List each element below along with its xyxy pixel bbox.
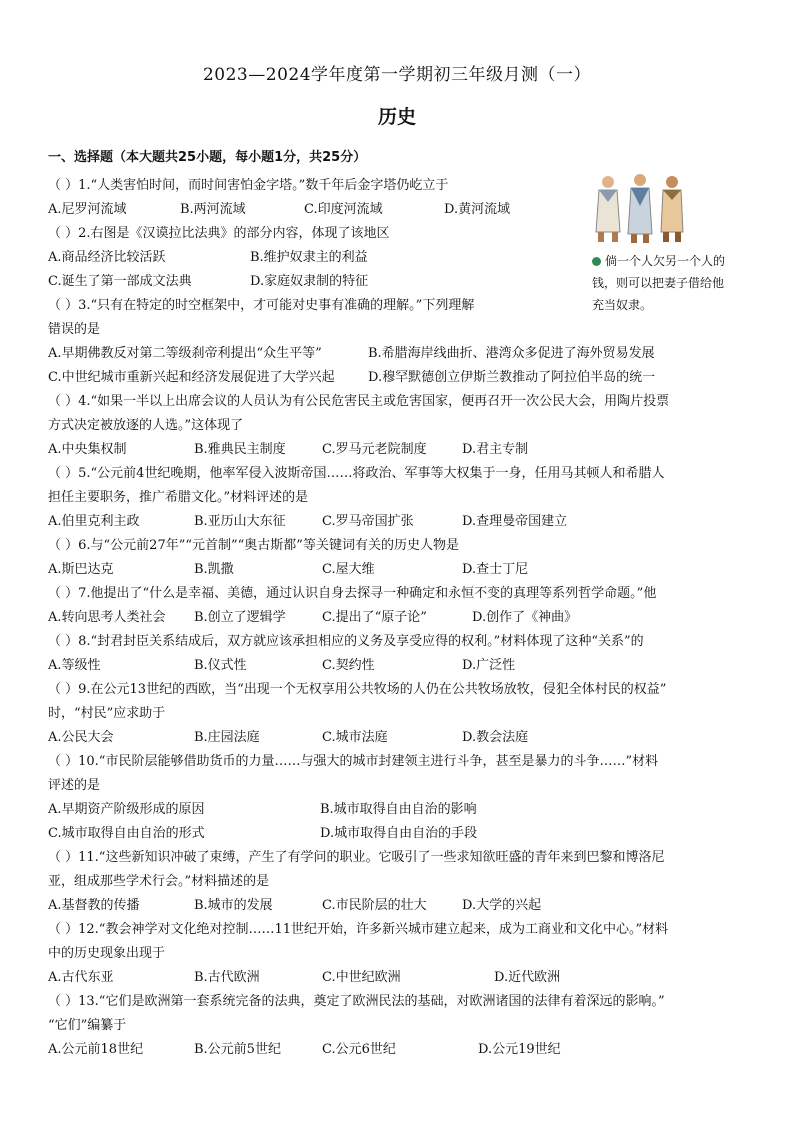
option: A.基督教的传播 bbox=[48, 898, 140, 913]
option: B.公元前5世纪 bbox=[194, 1042, 281, 1057]
question-options bbox=[48, 802, 477, 818]
question-options bbox=[48, 274, 368, 290]
question-options bbox=[48, 970, 560, 986]
question-options bbox=[48, 370, 655, 386]
question-options bbox=[48, 250, 368, 266]
option: B.仪式性 bbox=[194, 658, 247, 673]
question-stem: （ ）8.“封君封臣关系结成后，双方就应该承担相应的义务及享受应得的权利。”材料体现了这种“关系”的 bbox=[48, 634, 644, 649]
option: C.城市取得自由自治的形式 bbox=[48, 826, 205, 841]
question-stem: （ ）3.“只有在特定的时空框架中，才可能对史事有准确的理解。”下列理解 bbox=[48, 298, 475, 313]
option: A.公元前18世纪 bbox=[48, 1042, 144, 1057]
question-options bbox=[48, 202, 510, 218]
question-stem: （ ）12.“教会神学对文化绝对控制……11世纪开始，许多新兴城市建立起来，成为工商业和文化中心。”材料 bbox=[48, 922, 669, 937]
question-options bbox=[48, 514, 567, 530]
question-options bbox=[48, 346, 655, 362]
option: D.广泛性 bbox=[462, 658, 516, 673]
option: D.家庭奴隶制的特征 bbox=[250, 274, 369, 289]
option: D.创作了《神曲》 bbox=[472, 610, 578, 625]
option: C.罗马帝国扩张 bbox=[322, 514, 414, 529]
question-stem: “它们”编纂于 bbox=[48, 1018, 127, 1033]
bullet-icon bbox=[592, 257, 601, 266]
option: B.希腊海岸线曲折、港湾众多促进了海外贸易发展 bbox=[368, 346, 655, 361]
option: A.公民大会 bbox=[48, 730, 114, 745]
option: B.两河流域 bbox=[180, 202, 246, 217]
option: B.创立了逻辑学 bbox=[194, 610, 286, 625]
option: D.大学的兴起 bbox=[462, 898, 542, 913]
section-heading: 一、选择题（本大题共25小题，每小题1分，共25分） bbox=[48, 150, 367, 165]
option: A.转向思考人类社会 bbox=[48, 610, 166, 625]
option: C.中世纪城市重新兴起和经济发展促进了大学兴起 bbox=[48, 370, 335, 385]
question-options bbox=[48, 826, 477, 842]
question-options bbox=[48, 1042, 561, 1058]
option: A.斯巴达克 bbox=[48, 562, 114, 577]
question-stem: 评述的是 bbox=[48, 778, 101, 793]
option: C.市民阶层的壮大 bbox=[322, 898, 427, 913]
question-stem: （ ）7.他提出了“什么是幸福、美德，通过认识自身去探寻一种确定和永恒不变的真理等系列哲学命题。”他 bbox=[48, 586, 657, 601]
option: C.罗马元老院制度 bbox=[322, 442, 427, 457]
option: C.印度河流域 bbox=[304, 202, 383, 217]
question-stem: （ ）9.在公元13世纪的西欧，当“出现一个无权享用公共牧场的人仍在公共牧场放牧，侵犯全体村民的权益” bbox=[48, 682, 667, 697]
option: D.近代欧洲 bbox=[494, 970, 561, 985]
question-stem: 担任主要职务，推广希腊文化。”材料评述的是 bbox=[48, 490, 309, 505]
option: B.庄园法庭 bbox=[194, 730, 260, 745]
question-stem: 中的历史现象出现于 bbox=[48, 946, 166, 961]
question-stem: （ ）5.“公元前4世纪晚期，他率军侵入波斯帝国……将政治、军事等大权集于一身，任用马其顿人和希腊人 bbox=[48, 466, 665, 481]
option: D.查理曼帝国建立 bbox=[462, 514, 568, 529]
question-stem: （ ）6.与“公元前27年”“元首制”“奥古斯都”等关键词有关的历史人物是 bbox=[48, 538, 459, 553]
option: B.维护奴隶主的利益 bbox=[250, 250, 368, 265]
option: A.伯里克利主政 bbox=[48, 514, 140, 529]
option: D.君主专制 bbox=[462, 442, 529, 457]
question-stem: （ ）4.“如果一半以上出席会议的人员认为有公民危害民主或危害国家，便再召开一次公民大会，用陶片投票 bbox=[48, 394, 670, 409]
question-options bbox=[48, 898, 541, 914]
option: A.等级性 bbox=[48, 658, 101, 673]
option: D.公元19世纪 bbox=[478, 1042, 561, 1057]
option: D.教会法庭 bbox=[462, 730, 529, 745]
subject-title: 历史 bbox=[377, 106, 416, 128]
option: B.雅典民主制度 bbox=[194, 442, 286, 457]
option: A.早期佛教反对第二等级刹帝利提出“众生平等” bbox=[48, 346, 322, 361]
figures-illustration bbox=[584, 172, 734, 248]
option: B.凯撒 bbox=[194, 562, 234, 577]
option: C.契约性 bbox=[322, 658, 375, 673]
option: B.城市的发展 bbox=[194, 898, 273, 913]
option: C.屋大维 bbox=[322, 562, 375, 577]
question-stem: 亚，组成那些学术行会。”材料描述的是 bbox=[48, 874, 270, 889]
option: A.尼罗河流域 bbox=[48, 202, 127, 217]
question-stem: （ ）13.“它们是欧洲第一套系统完备的法典，奠定了欧洲民法的基础，对欧洲诸国的法律有着深远的影响。” bbox=[48, 994, 665, 1009]
option: C.提出了“原子论” bbox=[322, 610, 427, 625]
option: C.城市法庭 bbox=[322, 730, 388, 745]
figure-hammurabi bbox=[584, 172, 734, 248]
option: B.古代欧洲 bbox=[194, 970, 260, 985]
option: B.亚历山大东征 bbox=[194, 514, 286, 529]
option: C.公元6世纪 bbox=[322, 1042, 396, 1057]
page-title: 2023—2024学年度第一学期初三年级月测（一） bbox=[202, 65, 592, 85]
question-options bbox=[48, 562, 528, 578]
question-stem: （ ）11.“这些新知识冲破了束缚，产生了有学问的职业。它吸引了一些求知欲旺盛的青年来到巴黎和博洛尼 bbox=[48, 850, 665, 865]
question-stem: （ ）2.右图是《汉谟拉比法典》的部分内容，体现了该地区 bbox=[48, 226, 390, 241]
question-stem: （ ）10.“市民阶层能够借助货币的力量……与强大的城市封建领主进行斗争，甚至是暴力的斗争……”材料 bbox=[48, 754, 659, 769]
option: D.黄河流域 bbox=[444, 202, 511, 217]
option: D.城市取得自由自治的手段 bbox=[320, 826, 478, 841]
question-options bbox=[48, 442, 528, 458]
question-stem: 时，“村民”应求助于 bbox=[48, 706, 166, 721]
question-options bbox=[48, 610, 577, 626]
option: C.中世纪欧洲 bbox=[322, 970, 401, 985]
question-stem: 错误的是 bbox=[48, 322, 101, 337]
question-options bbox=[48, 658, 515, 674]
question-stem: （ ）1.“人类害怕时间，而时间害怕金字塔。”数千年后金字塔仍屹立于 bbox=[48, 178, 449, 193]
option: A.中央集权制 bbox=[48, 442, 127, 457]
option: D.穆罕默德创立伊斯兰教推动了阿拉伯半岛的统一 bbox=[368, 370, 656, 385]
option: A.商品经济比较活跃 bbox=[48, 250, 166, 265]
question-options bbox=[48, 730, 528, 746]
question-stem: 方式决定被放逐的人选。”这体现了 bbox=[48, 418, 244, 433]
figure-caption: 倘一个人欠另一个人的钱，则可以把妻子借给他充当奴隶。 bbox=[592, 254, 726, 312]
option: B.城市取得自由自治的影响 bbox=[320, 802, 477, 817]
option: D.查士丁尼 bbox=[462, 562, 529, 577]
option: A.古代东亚 bbox=[48, 970, 114, 985]
option: A.早期资产阶级形成的原因 bbox=[48, 802, 205, 817]
option: C.诞生了第一部成文法典 bbox=[48, 274, 192, 289]
